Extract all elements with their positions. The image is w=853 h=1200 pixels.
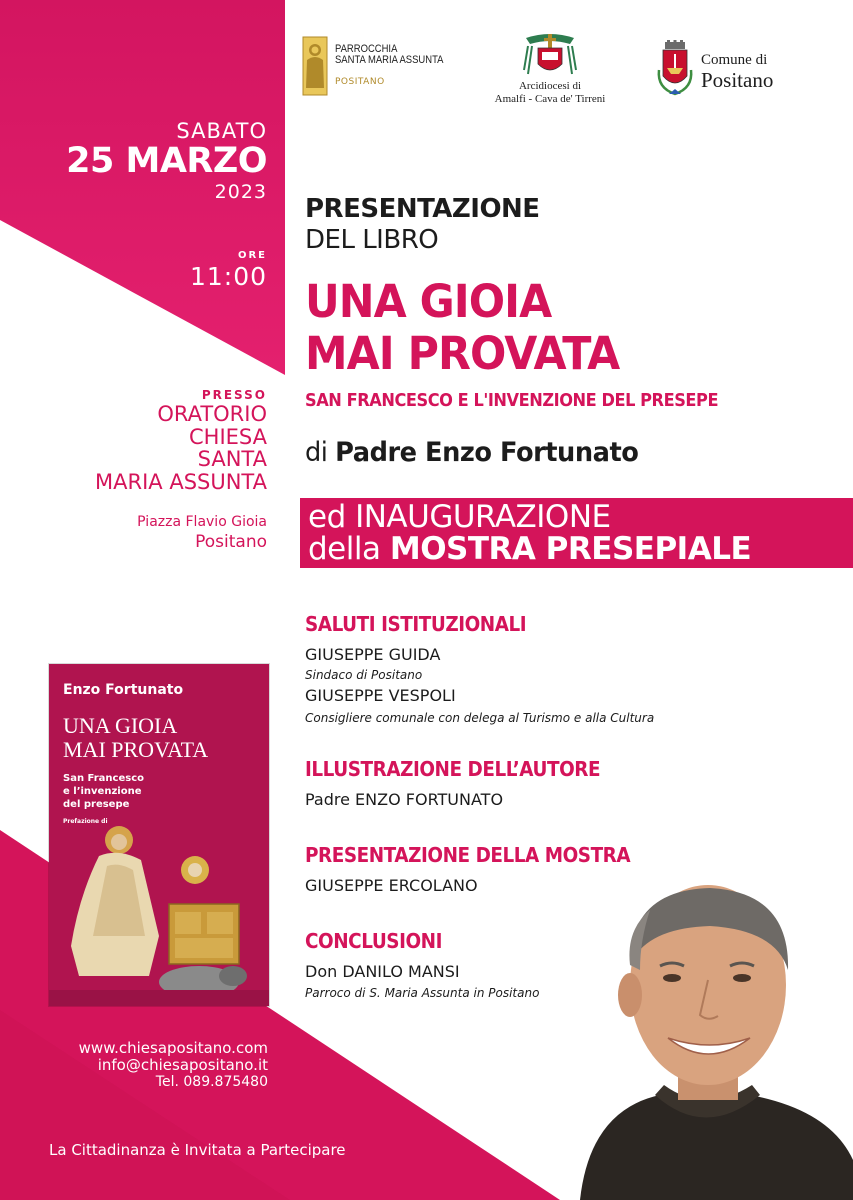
archbishop-crest-icon: [520, 30, 580, 80]
speaker-name: Don DANILO MANSI: [305, 962, 460, 981]
parish-name-line2: SANTA MARIA ASSUNTA: [335, 54, 444, 66]
cover-subtitle: San Francesco e l’invenzione del presepe: [63, 773, 145, 810]
comune-line1: Comune di: [701, 52, 768, 68]
speaker-name: Padre ENZO FORTUNATO: [305, 790, 504, 809]
section-illustrazione-title: ILLUSTRAZIONE DELL’AUTORE: [305, 757, 601, 781]
madonna-icon: [302, 36, 328, 96]
venue-address-line1: Piazza Flavio Gioia: [137, 514, 267, 530]
author-name: Padre Enzo Fortunato: [335, 437, 639, 468]
date-date: 25 MARZO: [66, 141, 267, 181]
book-title: UNA GIOIA MAI PROVATA: [305, 275, 620, 380]
speaker-role: Sindaco di Positano: [305, 668, 423, 682]
date-year: 2023: [214, 181, 267, 203]
inauguration-band: [300, 498, 853, 568]
speaker-name: GIUSEPPE GUIDA: [305, 645, 441, 664]
cover-author: Enzo Fortunato: [63, 682, 184, 698]
comune-line2: Positano: [701, 68, 774, 92]
section-conclusioni-title: CONCLUSIONI: [305, 929, 442, 953]
author-prefix: di: [305, 437, 328, 468]
cover-illustration: [49, 826, 269, 1006]
venue-name: ORATORIO CHIESA SANTA MARIA ASSUNTA: [95, 402, 267, 494]
email-link[interactable]: info@chiesapositano.it: [97, 1056, 268, 1074]
comune-logo: [655, 40, 805, 100]
venue-address: [17, 512, 267, 552]
inauguration-line2-bold: MOSTRA PRESEPIALE: [389, 531, 752, 567]
date-day: SABATO: [176, 119, 267, 143]
speaker-name: GIUSEPPE VESPOLI: [305, 686, 456, 705]
section-saluti-title: SALUTI ISTITUZIONALI: [305, 612, 527, 636]
author-line: [305, 437, 638, 468]
time-label: ORE: [237, 250, 267, 261]
speaker-name: GIUSEPPE ERCOLANO: [305, 876, 478, 895]
event-sublabel: DEL LIBRO: [305, 225, 439, 255]
parish-logo: [302, 36, 452, 98]
town-crest-icon: [655, 40, 695, 98]
speaker-role: Consigliere comunale con delega al Turismo e alla Cultura: [305, 711, 655, 725]
speaker-portrait: [560, 870, 853, 1200]
contact-info: [40, 1040, 268, 1091]
venue-address-line2: Positano: [195, 532, 267, 552]
phone-number: Tel. 089.875480: [155, 1074, 268, 1090]
diocese-line2: Amalfi - Cava de' Tirreni: [494, 93, 606, 105]
parish-place: POSITANO: [335, 77, 385, 87]
inauguration-line2: [308, 531, 751, 567]
section-mostra-title: PRESENTAZIONE DELLA MOSTRA: [305, 843, 631, 867]
cover-preface: Prefazione di: [63, 818, 108, 825]
venue-label: PRESSO: [201, 388, 267, 402]
inauguration-line2-prefix: della: [308, 531, 381, 567]
speaker-role: Parroco di S. Maria Assunta in Positano: [305, 986, 540, 1000]
website-link[interactable]: www.chiesapositano.com: [78, 1039, 268, 1057]
cover-title: UNA GIOIA MAI PROVATA: [63, 713, 209, 762]
parish-name-line1: PARROCCHIA: [335, 43, 398, 55]
inauguration-line1: ed INAUGURAZIONE: [308, 499, 611, 535]
event-label: PRESENTAZIONE: [305, 194, 540, 224]
book-cover: [49, 664, 269, 1006]
diocese-logo: [480, 30, 620, 115]
time-value: 11:00: [189, 262, 267, 291]
invitation-text: La Cittadinanza è Invitata a Partecipare: [49, 1141, 346, 1159]
diocese-line1: Arcidiocesi di: [518, 80, 581, 92]
book-subtitle: SAN FRANCESCO E L'INVENZIONE DEL PRESEPE: [305, 390, 719, 411]
